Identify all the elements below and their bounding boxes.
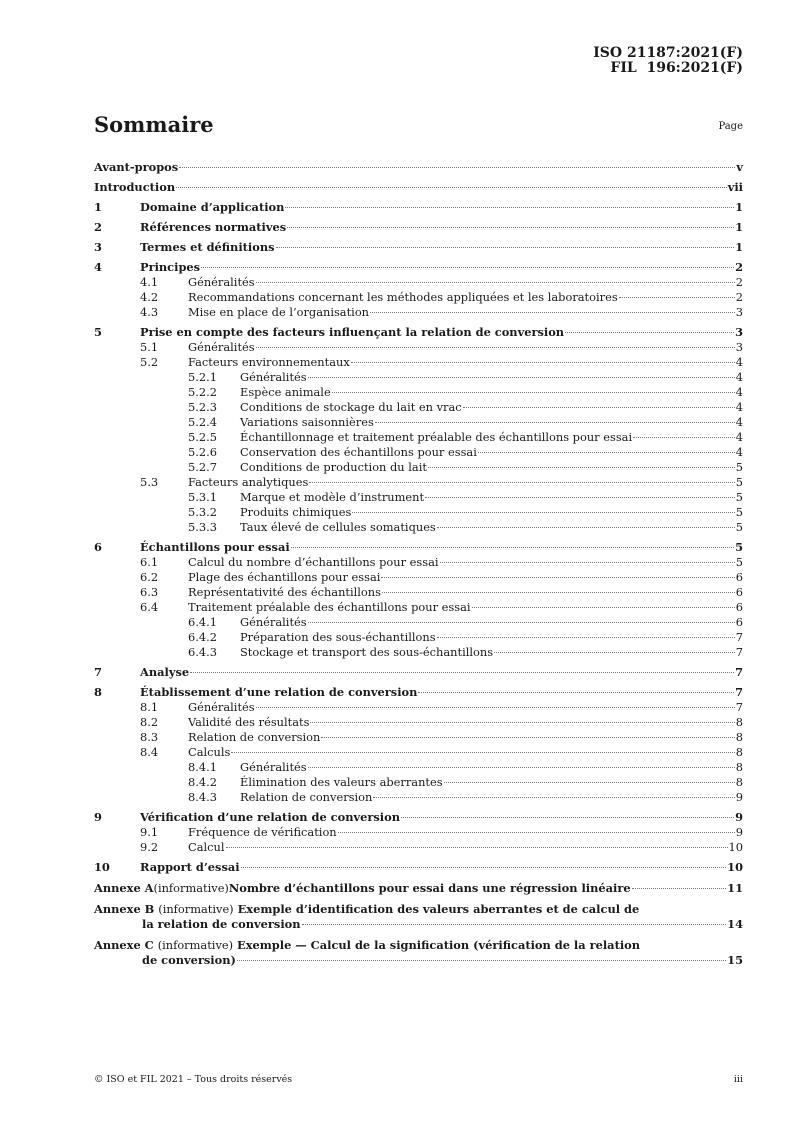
toc-entry-page: 9 [735, 790, 743, 804]
toc-entry-number: 10 [94, 860, 110, 874]
toc-subsubsection-entry[interactable] [94, 430, 743, 445]
toc-annex-entry[interactable] [94, 938, 743, 968]
toc-entry-page: 3 [735, 305, 743, 319]
toc-entry-title: Établissement d’une relation de conversion [140, 685, 418, 699]
toc-entry-page: 15 [727, 953, 743, 967]
toc-entry-title: Représentativité des échantillons [188, 585, 381, 599]
toc-entry-number: 8 [94, 685, 102, 699]
dot-leader [231, 751, 734, 753]
toc-entry-title: Domaine d’application [140, 200, 285, 214]
toc-section-entry[interactable] [94, 260, 743, 275]
dot-leader [437, 526, 735, 528]
dot-leader [287, 226, 734, 228]
toc-entry-page: 5 [735, 475, 743, 489]
toc-entry-title: Préparation des sous-échantillons [240, 630, 436, 644]
dot-leader [401, 816, 734, 818]
toc-entry-title: Conservation des échantillons pour essai [240, 445, 477, 459]
page-footer [94, 1074, 743, 1085]
page-title: Sommaire [94, 112, 214, 137]
toc-front-entry[interactable] [94, 160, 743, 175]
toc-entry-number: 8.4.3 [188, 790, 217, 804]
toc-entry-page: 6 [735, 600, 743, 614]
annex-type: (informative) [153, 881, 229, 895]
toc-entry-page: 1 [735, 240, 743, 254]
toc-entry-title: Prise en compte des facteurs influençant la relation de conversion [140, 325, 565, 339]
annex-title: Exemple d’identification des valeurs aberrantes et de calcul de [237, 902, 640, 916]
toc-entry-title: Fréquence de vérification [188, 825, 337, 839]
toc-entry-number: 6.2 [140, 570, 159, 584]
toc-entry-title: Principes [140, 260, 201, 274]
toc-entry-number: 7 [94, 665, 102, 679]
toc-subsection-entry[interactable] [94, 700, 743, 715]
toc-entry-title: Généralités [188, 340, 255, 354]
dot-leader [478, 451, 735, 453]
toc-entry-number: 5.2.4 [188, 415, 217, 429]
toc-entry-title: Recommandations concernant les méthodes appliquées et les laboratoires [188, 290, 618, 304]
dot-leader [632, 887, 727, 889]
toc-entry-title: Généralités [240, 760, 307, 774]
dot-leader [565, 331, 734, 333]
toc-entry-title: Conditions de stockage du lait en vrac [240, 400, 462, 414]
toc-entry-title: Généralités [188, 700, 255, 714]
toc-subsection-entry[interactable] [94, 275, 743, 290]
toc-entry-number: 8.4.1 [188, 760, 217, 774]
dot-leader [179, 166, 735, 168]
toc-entry-title: Validité des résultats [188, 715, 310, 729]
toc-entry-page: 5 [735, 490, 743, 504]
dot-leader [176, 186, 727, 188]
toc-entry-title: Termes et définitions [140, 240, 275, 254]
toc-subsubsection-entry[interactable] [94, 630, 743, 645]
toc-subsubsection-entry[interactable] [94, 760, 743, 775]
toc-entry-number: 5.2.2 [188, 385, 217, 399]
toc-subsubsection-entry[interactable] [94, 645, 743, 660]
toc-entry-title: Variations saisonnières [240, 415, 374, 429]
toc-entry-page: 4 [735, 445, 743, 459]
toc-entry-title: Rapport d’essai [140, 860, 240, 874]
toc-entry-title: Échantillonnage et traitement préalable des échantillons pour essai [240, 430, 633, 444]
toc-entry-page: 8 [735, 760, 743, 774]
dot-leader [256, 706, 735, 708]
dot-leader [382, 591, 735, 593]
toc-entry-number: 5.3.1 [188, 490, 217, 504]
toc-entry-page: 1 [735, 220, 743, 234]
toc-subsubsection-entry[interactable] [94, 370, 743, 385]
toc-entry-page: 5 [735, 520, 743, 534]
toc-entry-page: 5 [735, 555, 743, 569]
dot-leader [226, 846, 728, 848]
toc-entry-page: 9 [735, 810, 743, 824]
toc-entry-title: Stockage et transport des sous-échantillons [240, 645, 494, 659]
toc-entry-page: 6 [735, 585, 743, 599]
toc-entry-number: 8.4.2 [188, 775, 217, 789]
toc-entry-page: 7 [735, 645, 743, 659]
toc-entry-page: 2 [735, 275, 743, 289]
toc-entry-title: Facteurs environnementaux [188, 355, 350, 369]
toc-section-entry[interactable] [94, 325, 743, 340]
toc-entry-page: 7 [735, 630, 743, 644]
toc-entry-title: Vérification d’une relation de conversion [140, 810, 400, 824]
dot-leader [375, 421, 735, 423]
toc-entry-page: 3 [735, 325, 743, 339]
document-identifier [593, 46, 743, 76]
toc-entry-page: 6 [735, 570, 743, 584]
dot-leader [428, 466, 735, 468]
annex-label: Annexe B [94, 902, 155, 916]
toc-entry-number: 5 [94, 325, 102, 339]
toc-entry-page: 3 [735, 340, 743, 354]
toc-entry-number: 5.2.5 [188, 430, 217, 444]
toc-front-entry[interactable] [94, 180, 743, 195]
dot-leader [308, 621, 735, 623]
toc-entry-number: 6.1 [140, 555, 159, 569]
dot-leader [201, 266, 734, 268]
toc-entry-number: 5.3.2 [188, 505, 217, 519]
toc-subsubsection-entry[interactable] [94, 775, 743, 790]
dot-leader [351, 361, 735, 363]
annex-label: Annexe A [94, 881, 154, 895]
toc-entry-title: Généralités [240, 615, 307, 629]
toc-entry-number: 9.2 [140, 840, 159, 854]
toc-entry-page: 2 [735, 290, 743, 304]
toc-subsection-entry[interactable] [94, 355, 743, 370]
toc-section-entry[interactable] [94, 810, 743, 825]
toc-subsubsection-entry[interactable] [94, 505, 743, 520]
dot-leader [308, 766, 735, 768]
toc-entry-number: 4 [94, 260, 102, 274]
toc-entry-number: 5.2.1 [188, 370, 217, 384]
toc-entry-page: 6 [735, 615, 743, 629]
page-number: iii [733, 1074, 743, 1085]
toc-entry-title: Échantillons pour essai [140, 540, 290, 554]
dot-leader [237, 959, 726, 961]
toc-subsection-entry[interactable] [94, 475, 743, 490]
toc-entry-page: 8 [735, 775, 743, 789]
dot-leader [472, 606, 735, 608]
toc-subsubsection-entry[interactable] [94, 385, 743, 400]
toc-entry-number: 8.4 [140, 745, 159, 759]
toc-section-entry[interactable] [94, 200, 743, 215]
toc-entry-page: 4 [735, 415, 743, 429]
annex-title: Exemple — Calcul de la signification (vérification de la relation [237, 938, 641, 952]
dot-leader [619, 296, 735, 298]
toc-section-entry[interactable] [94, 665, 743, 680]
toc-subsection-entry[interactable] [94, 715, 743, 730]
toc-entry-title: Calcul du nombre d’échantillons pour essai [188, 555, 439, 569]
toc-entry-title: Mise en place de l’organisation [188, 305, 370, 319]
toc-entry-number: 6.4.1 [188, 615, 217, 629]
toc-entry-page: 5 [735, 540, 743, 554]
dot-leader [241, 866, 727, 868]
toc-subsection-entry[interactable] [94, 825, 743, 840]
dot-leader [418, 691, 734, 693]
toc-entry-page: 9 [735, 825, 743, 839]
toc-subsection-entry[interactable] [94, 570, 743, 585]
dot-leader [381, 576, 734, 578]
toc-subsection-entry[interactable] [94, 585, 743, 600]
toc-entry-number: 9.1 [140, 825, 159, 839]
dot-leader [276, 246, 735, 248]
copyright-notice: © ISO et FIL 2021 – Tous droits réservés [94, 1074, 293, 1085]
dot-leader [309, 481, 734, 483]
toc-entry-title: Élimination des valeurs aberrantes [240, 775, 443, 789]
dot-leader [256, 346, 735, 348]
toc-entry-page: 5 [735, 505, 743, 519]
toc-entry-number: 5.1 [140, 340, 159, 354]
fil-doc-id: FIL 196:2021(F) [610, 60, 743, 76]
toc-subsubsection-entry[interactable] [94, 460, 743, 475]
toc-entry-title: Produits chimiques [240, 505, 352, 519]
toc-entry-title: Références normatives [140, 220, 287, 234]
dot-leader [444, 781, 735, 783]
toc-entry-title: Généralités [188, 275, 255, 289]
toc-entry-title: Relation de conversion [240, 790, 373, 804]
toc-entry-number: 6 [94, 540, 102, 554]
toc-annex-entry[interactable] [94, 902, 743, 932]
toc-entry-title: Généralités [240, 370, 307, 384]
toc-subsubsection-entry[interactable] [94, 415, 743, 430]
dot-leader [437, 636, 735, 638]
toc-entry-title: Avant-propos [94, 160, 179, 174]
dot-leader [352, 511, 734, 513]
toc-entry-number: 6.3 [140, 585, 159, 599]
toc-entry-title: Analyse [140, 665, 190, 679]
dot-leader [190, 671, 734, 673]
toc-entry-number: 6.4 [140, 600, 159, 614]
dot-leader [440, 561, 735, 563]
dot-leader [302, 923, 727, 925]
toc-subsection-entry[interactable] [94, 840, 743, 855]
toc-entry-page: 4 [735, 430, 743, 444]
toc-subsection-entry[interactable] [94, 600, 743, 615]
toc-entry-number: 4.2 [140, 290, 159, 304]
toc-entry-title: Plage des échantillons pour essai [188, 570, 381, 584]
toc-entry-number: 5.3 [140, 475, 159, 489]
toc-entry-page: 10 [728, 840, 743, 854]
annex-title-continued: la relation de conversion [142, 917, 301, 931]
toc-entry-page: 4 [735, 355, 743, 369]
toc-entry-page: 10 [727, 860, 743, 874]
toc-entry-number: 4.1 [140, 275, 159, 289]
toc-subsubsection-entry[interactable] [94, 790, 743, 805]
toc-subsection-entry[interactable] [94, 730, 743, 745]
toc-subsection-entry[interactable] [94, 340, 743, 355]
toc-entry-page: 7 [735, 685, 743, 699]
toc-entry-page: 7 [735, 665, 743, 679]
dot-leader [332, 391, 735, 393]
toc-entry-number: 5.2 [140, 355, 159, 369]
table-of-contents [94, 155, 743, 968]
toc-entry-title: Calcul [188, 840, 225, 854]
toc-subsection-entry[interactable] [94, 290, 743, 305]
toc-entry-page: 4 [735, 400, 743, 414]
toc-entry-number: 5.3.3 [188, 520, 217, 534]
toc-entry-page: 1 [735, 200, 743, 214]
dot-leader [321, 736, 734, 738]
toc-entry-page: 8 [735, 745, 743, 759]
toc-section-entry[interactable] [94, 860, 743, 875]
dot-leader [425, 496, 735, 498]
toc-entry-title: Conditions de production du lait [240, 460, 427, 474]
toc-subsubsection-entry[interactable] [94, 615, 743, 630]
toc-entry-page: 8 [735, 730, 743, 744]
dot-leader [308, 376, 735, 378]
toc-subsubsection-entry[interactable] [94, 520, 743, 535]
dot-leader [633, 436, 735, 438]
toc-entry-page: 14 [727, 917, 743, 931]
toc-entry-number: 5.2.7 [188, 460, 217, 474]
toc-entry-page: 4 [735, 385, 743, 399]
toc-entry-number: 9 [94, 810, 102, 824]
toc-subsection-entry[interactable] [94, 745, 743, 760]
annex-title-continued: de conversion) [142, 953, 236, 967]
toc-section-entry[interactable] [94, 540, 743, 555]
dot-leader [291, 546, 734, 548]
toc-subsection-entry[interactable] [94, 305, 743, 320]
dot-leader [463, 406, 735, 408]
toc-entry-title: Facteurs analytiques [188, 475, 309, 489]
iso-doc-id: ISO 21187:2021(F) [593, 45, 743, 61]
toc-entry-number: 1 [94, 200, 102, 214]
page-column-label: Page [718, 121, 743, 132]
toc-subsubsection-entry[interactable] [94, 490, 743, 505]
dot-leader [338, 831, 735, 833]
annex-type: (informative) [158, 902, 234, 916]
toc-entry-title: Relation de conversion [188, 730, 321, 744]
toc-entry-number: 2 [94, 220, 102, 234]
toc-section-entry[interactable] [94, 240, 743, 255]
toc-entry-number: 6.4.3 [188, 645, 217, 659]
toc-entry-page: 8 [735, 715, 743, 729]
toc-entry-number: 5.2.3 [188, 400, 217, 414]
toc-section-entry[interactable] [94, 220, 743, 235]
toc-entry-number: 3 [94, 240, 102, 254]
toc-entry-page: v [736, 160, 743, 174]
annex-label: Annexe C [94, 938, 154, 952]
toc-entry-title: Calculs [188, 745, 231, 759]
toc-subsection-entry[interactable] [94, 555, 743, 570]
toc-entry-title: Introduction [94, 180, 176, 194]
toc-entry-title: Traitement préalable des échantillons pour essai [188, 600, 471, 614]
toc-entry-number: 6.4.2 [188, 630, 217, 644]
annex-type: (informative) [157, 938, 234, 952]
toc-entry-title: Espèce animale [240, 385, 331, 399]
toc-entry-page: 11 [727, 881, 743, 895]
dot-leader [370, 311, 735, 313]
toc-entry-page: vii [727, 180, 743, 194]
toc-entry-number: 8.1 [140, 700, 159, 714]
toc-entry-number: 8.3 [140, 730, 159, 744]
dot-leader [256, 281, 735, 283]
toc-section-entry[interactable] [94, 685, 743, 700]
toc-entry-page: 5 [735, 460, 743, 474]
toc-entry-page: 7 [735, 700, 743, 714]
toc-entry-page: 4 [735, 370, 743, 384]
toc-entry-number: 4.3 [140, 305, 159, 319]
dot-leader [285, 206, 734, 208]
toc-annex-entry[interactable] [94, 881, 743, 896]
toc-entry-number: 5.2.6 [188, 445, 217, 459]
dot-leader [494, 651, 735, 653]
dot-leader [310, 721, 734, 723]
dot-leader [373, 796, 734, 798]
toc-entry-page: 2 [735, 260, 743, 274]
annex-title: Nombre d’échantillons pour essai dans une régression linéaire [228, 881, 631, 895]
toc-subsubsection-entry[interactable] [94, 445, 743, 460]
toc-entry-number: 8.2 [140, 715, 159, 729]
toc-entry-title: Marque et modèle d’instrument [240, 490, 425, 504]
toc-entry-title: Taux élevé de cellules somatiques [240, 520, 436, 534]
toc-subsubsection-entry[interactable] [94, 400, 743, 415]
